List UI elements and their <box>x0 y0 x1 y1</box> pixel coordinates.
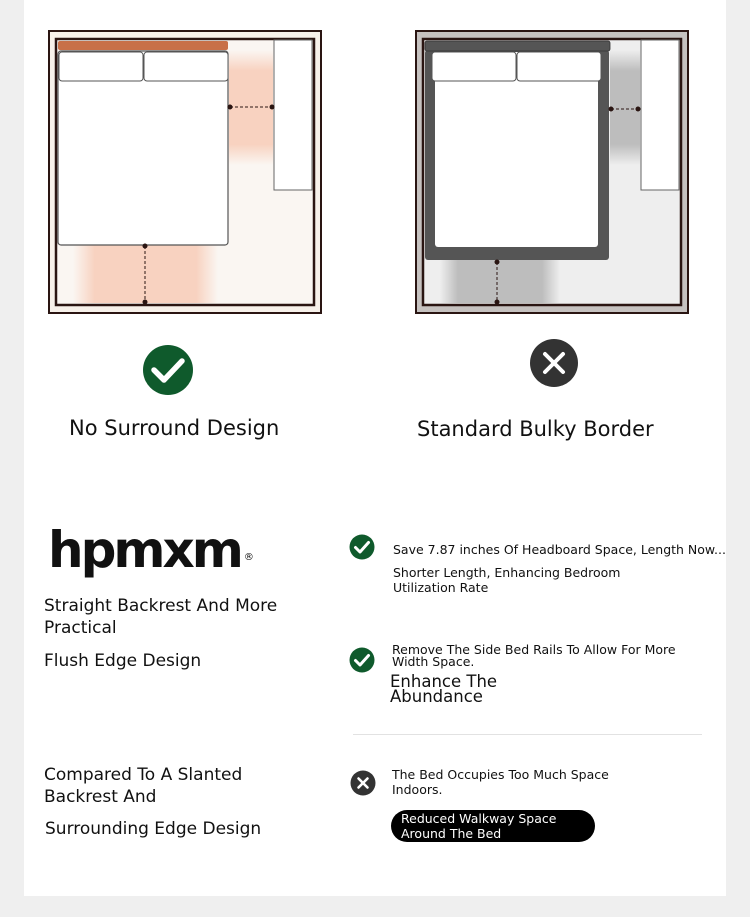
no-surround-floorplan <box>48 30 324 316</box>
compare-surrounding-edge: Surrounding Edge Design <box>45 819 262 839</box>
pillow-left <box>59 52 143 81</box>
headline-flush-edge: Flush Edge Design <box>44 651 202 671</box>
feature-headboard-subtitle: Shorter Length, Enhancing Bedroom Utilization Rate <box>393 565 621 595</box>
x-circle-icon <box>529 338 579 388</box>
headboard <box>58 41 228 50</box>
bad-design-label: Standard Bulky Border <box>417 417 654 441</box>
feature-side-rails-title: Remove The Side Bed Rails To Allow For More Width Space. <box>392 642 676 669</box>
headboard <box>425 41 610 51</box>
headline-straight-backrest: Straight Backrest And More Practical <box>44 596 278 638</box>
foot-walkway-zone <box>440 260 560 303</box>
compare-slanted-backrest: Compared To A Slanted Backrest And <box>44 765 243 807</box>
registered-mark: ® <box>243 552 254 563</box>
divider <box>353 734 702 735</box>
good-design-label: No Surround Design <box>69 416 280 440</box>
feature-check-icon <box>349 647 375 673</box>
side-walkway-zone <box>610 50 640 165</box>
pillow-right <box>144 52 228 81</box>
feature-occupies-space-title: The Bed Occupies Too Much Space Indoors. <box>392 767 609 797</box>
pillow-right <box>517 52 601 81</box>
check-circle-icon <box>142 344 194 396</box>
feature-headboard-title: Save 7.87 inches Of Headboard Space, Length Now... <box>393 542 726 557</box>
bulky-border-floorplan <box>415 30 691 316</box>
wardrobe <box>274 40 312 190</box>
feature-side-rails-subtitle: Enhance The Abundance <box>390 672 498 706</box>
feature-walkway-badge: Reduced Walkway Space Around The Bed <box>391 810 595 842</box>
brand-name: hpmxm <box>48 521 241 579</box>
pillow-left <box>432 52 516 81</box>
brand-logo <box>48 521 254 579</box>
feature-x-icon <box>350 770 376 796</box>
wardrobe <box>641 40 679 190</box>
feature-check-icon <box>349 534 375 560</box>
